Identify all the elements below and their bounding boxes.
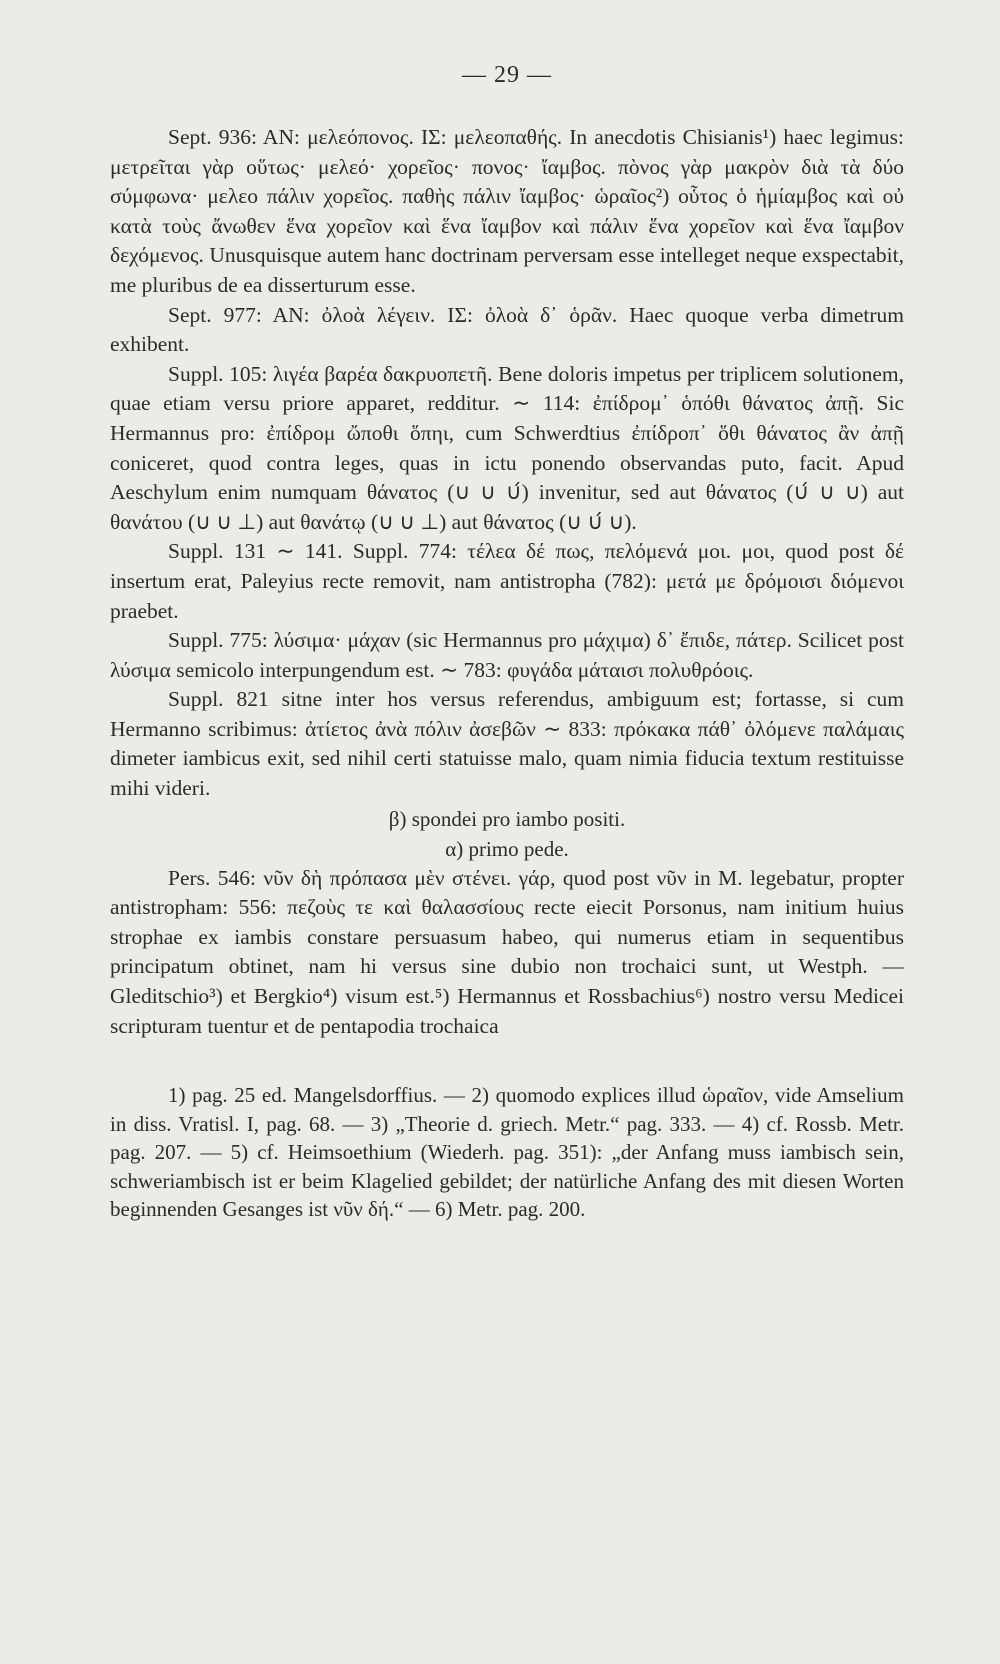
paragraph-suppl-775: Suppl. 775: λύσιμα· μάχαν (sic Hermannus pro μάχιμα) δ᾽ ἔπιδε, πάτερ. Scilicet post λύσιμα semicolo interpungendum est. ∼ 783: φυγάδα μάταισι πολυθρόοις.	[110, 628, 904, 682]
paragraph-pers-546: Pers. 546: νῦν δὴ πρόπασα μὲν στένει. γάρ, quod post νῦν in M. legebatur, propter antistropham: 556: πεζοὺς τε καὶ θαλασσίους recte eiecit Porsonus, nam initium huius strophae ex iambis constare persuasum habeo, qui numerus etiam in sequentibus principatum obtinet, nam hi versus sine dubio non trochaici sunt, ut Westph. — Gleditschio³) et Bergkio⁴) visum est.⁵) Hermannus et Rossbachius⁶) nostro versu Medicei scripturam tuentur et de pentapodia trochaica	[110, 865, 904, 1038]
paragraph-sept-977: Sept. 977: AN: ὀλοὰ λέγειν. ΙΣ: ὀλοὰ δ᾽ ὁρᾶν. Haec quoque verba dimetrum exhibent.	[110, 302, 904, 357]
footnotes: 1) pag. 25 ed. Mangelsdorffius. — 2) quomodo explices illud ὡραῖον, vide Amselium in diss. Vratisl. I, pag. 68. — 3) „Theorie d. griech. Metr.“ pag. 333. — 4) cf. Rossb. Metr. pag. 207. — 5) cf. Heimsoethium (Wiederh. pag. 351): „der Anfang muss iambisch sein, schweriambisch ist er beim Klagelied gebildet; der natürliche Anfang des mit diesen Worten beginnenden Gesanges ist νῦν δή.“ — 6) Metr. pag. 200.	[110, 1083, 904, 1222]
paragraph-sept-936: Sept. 936: AN: μελεόπονος. ΙΣ: μελεοπαθής. In anecdotis Chisianis¹) haec legimus: μετρεῖται γὰρ οὕτως· μελεό· χορεῖος· πονος· ἴαμβος. πὸνος γὰρ μακρὸν διὰ τὰ δύο σύμφωνα· μελεο πάλιν χορεῖος. παθὴς πάλιν ἴαμβος· ὡραῖος²) οὗτος ὁ ἡμίαμβος καὶ οὐ κατὰ τοὺς ἄνωθεν ἕνα χορεῖον καὶ ἕνα ἴαμβον καὶ πάλιν ἕνα χορεῖον καὶ ἕνα ἴαμβον δεχόμενος. Unusquisque autem hanc doctrinam perversam esse intelleget neque exspectabit, me pluribus de ea disserturum esse.	[110, 125, 904, 297]
subheading-primo-pede: α) primo pede.	[445, 836, 569, 861]
subheading-spondei: β) spondei pro iambo positi.	[388, 806, 626, 831]
page-number: — 29 —	[462, 62, 552, 88]
paragraph-suppl-821: Suppl. 821 sitne inter hos versus referendus, ambiguum est; fortasse, si cum Hermanno scribimus: ἀτίετος ἀνὰ πόλιν ἀσεβῶν ∼ 833: πρόκακα πάθ᾽ ὀλόμενε παλάμαις dimeter iambicus exit, sed nihil certi statuisse malo, quam nimia fiducia textum restituisse mihi videri.	[110, 687, 904, 801]
paragraph-suppl-105: Suppl. 105: λιγέα βαρέα δακρυοπετῆ. Bene doloris impetus per triplicem solutionem, quae etiam versu priore apparet, redditur. ∼ 114: ἐπίδρομ᾽ ὁπόθι θάνατος ἀπῇ. Sic Hermannus pro: ἐπίδρομ ὤποθι ὅπηι, cum Schwerdtius ἐπίδροπ᾽ ὅθι θάνατος ἂν ἀπῇ coniceret, quod contra leges, quas in ictu ponendo observandas puto, facit. Apud Aeschylum enim numquam θάνατος (∪ ∪ ∪́) invenitur, sed aut θάνατος (∪́ ∪ ∪) aut θανάτου (∪ ∪ ⊥) aut θανάτῳ (∪ ∪ ⊥) aut θάνατος (∪ ∪́ ∪).	[110, 361, 904, 534]
body-text	[110, 123, 904, 1041]
paragraph-suppl-131: Suppl. 131 ∼ 141. Suppl. 774: τέλεα δέ πως, πελόμενά μοι. μοι, quod post δέ insertum erat, Paleyius recte removit, nam antistropha (782): μετά με δρόμοισι διόμενοι praebet.	[110, 539, 904, 623]
